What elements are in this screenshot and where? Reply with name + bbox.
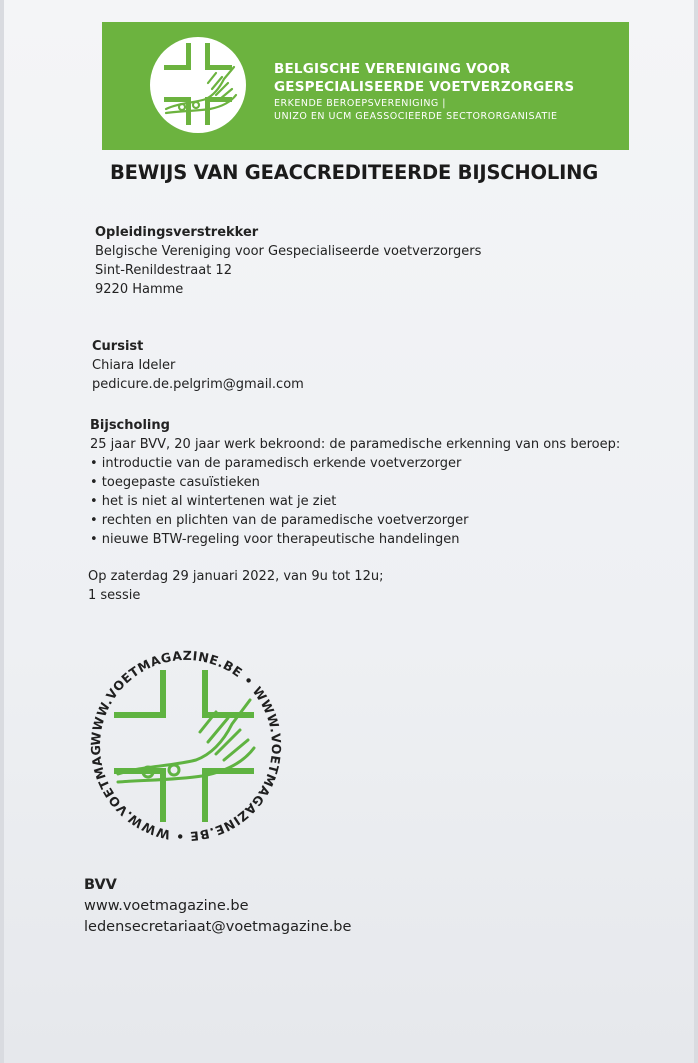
course-topic: • nieuwe BTW-regeling voor therapeutische handelingen bbox=[90, 532, 460, 547]
course-section bbox=[90, 416, 620, 549]
session-count: 1 sessie bbox=[88, 588, 141, 603]
course-topic-list bbox=[90, 454, 620, 549]
letterhead-banner bbox=[102, 22, 629, 150]
document-title: BEWIJS VAN GEACCREDITEERDE BIJSCHOLING bbox=[110, 161, 599, 184]
course-topic: • introductie van de paramedisch erkende voetverzorger bbox=[90, 456, 462, 471]
course-topic: • toegepaste casuïstieken bbox=[90, 475, 260, 490]
student-email: pedicure.de.pelgrim@gmail.com bbox=[92, 377, 304, 392]
stamp-ring-text: WWW.VOETMAGAZINE.BE • WWW.VOETMAGAZINE.BE • WWW.VOETMAG bbox=[87, 647, 285, 845]
footer-contact bbox=[84, 875, 351, 938]
provider-section bbox=[95, 223, 481, 299]
course-intro: 25 jaar BVV, 20 jaar werk bekroond: de paramedische erkenning van ons beroep: bbox=[90, 437, 621, 452]
student-label: Cursist bbox=[92, 339, 144, 354]
provider-street: Sint-Renildestraat 12 bbox=[95, 263, 232, 278]
logo bbox=[150, 37, 246, 133]
footer-website-link[interactable]: www.voetmagazine.be bbox=[84, 898, 249, 914]
provider-label: Opleidingsverstrekker bbox=[95, 225, 259, 240]
stamp-graphic bbox=[82, 642, 290, 850]
letterhead-text bbox=[274, 60, 574, 123]
foot-cross-icon bbox=[114, 670, 254, 822]
voetmagazine-stamp bbox=[82, 642, 290, 850]
student-section bbox=[92, 337, 304, 394]
session-section bbox=[88, 567, 383, 605]
svg-text:WWW.VOETMAGAZINE.BE • WWW.VOET bbox=[82, 642, 284, 844]
course-topic: • het is niet al wintertenen wat je ziet bbox=[90, 494, 337, 509]
course-label: Bijscholing bbox=[90, 418, 170, 433]
organization-name: BELGISCHE VERENIGING VOOR GESPECIALISEERDE VOETVERZORGERS bbox=[274, 61, 575, 95]
organization-tagline: ERKENDE BEROEPSVERENIGING | UNIZO EN UCM GEASSOCIEERDE SECTORORGANISATIE bbox=[274, 98, 558, 122]
session-date: Op zaterdag 29 januari 2022, van 9u tot 12u; bbox=[88, 569, 384, 584]
provider-name: Belgische Vereniging voor Gespecialiseerde voetverzorgers bbox=[95, 244, 482, 259]
provider-city: 9220 Hamme bbox=[95, 282, 184, 297]
course-topic: • rechten en plichten van de paramedische voetverzorger bbox=[90, 513, 469, 528]
document-page bbox=[4, 0, 694, 1063]
footer-org: BVV bbox=[84, 877, 117, 893]
student-name: Chiara Ideler bbox=[92, 358, 176, 373]
footer-email-link[interactable]: ledensecretariaat@voetmagazine.be bbox=[84, 919, 352, 935]
foot-cross-icon bbox=[150, 37, 246, 133]
